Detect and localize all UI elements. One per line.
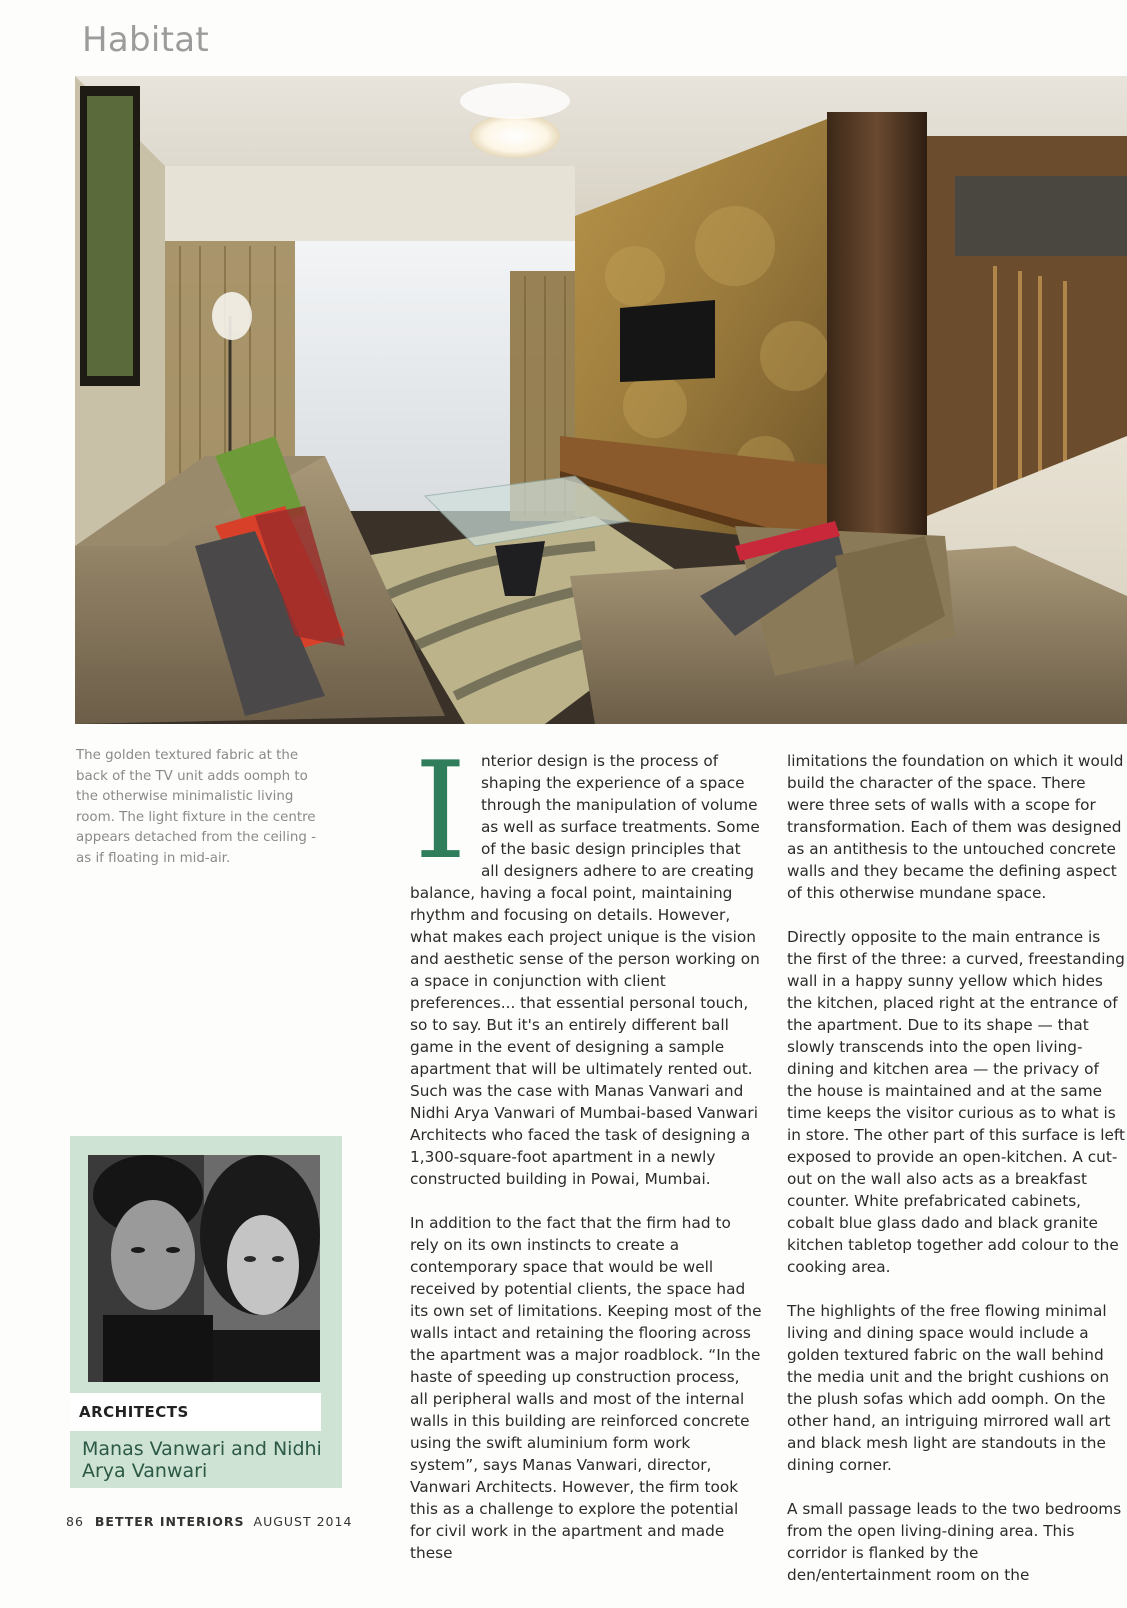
architects-label: ARCHITECTS [70, 1393, 321, 1431]
issue-date: AUGUST 2014 [253, 1514, 353, 1529]
article-paragraph: Directly opposite to the main entrance is the first of the three: a curved, freestanding wall in a happy sunny yellow which hides the kitchen, placed right at the entrance of the apartment. Due to its shape — that slowly transcends into the open living-dining and kitchen area — the privacy of the house is maintained and at the same time keeps the visitor curious as to what is in store. The other part of this surface is left exposed to provide an open-kitchen. A cut-out on the wall also acts as a breakfast counter. White prefabricated cabinets, cobalt blue glass dado and black granite kitchen tabletop together add colour to the cooking area. [787, 928, 1126, 1276]
article-paragraph: limitations the foundation on which it would build the character of the space. There were three sets of walls with a scope for transformation. Each of them was designed as an antithesis to the untouched concrete walls and they became the defining aspect of this otherwise mundane space. [787, 752, 1124, 902]
photo-caption: The golden textured fabric at the back of the TV unit adds oomph to the otherwise minimalistic living room. The light fixture in the centre appears detached from the ceiling -as if floating in mid-air. [76, 748, 316, 866]
article-paragraph [410, 733, 762, 1190]
article-paragraph-text: nterior design is the process of shaping the experience of a space through the manipulation of volume as well as surface treatments. Some of the basic design principles that all designers adhere to are creating balance, having a focal point, maintaining rhythm and focusing on details. However, what makes each project unique is the vision and aesthetic sense of the person working on a space in conjunction with client preferences... that essential personal touch, so to say. But it's an entirely different ball game in the event of designing a sample apartment that will be ultimately rented out. Such was the case with Manas Vanwari and Nidhi Arya Vanwari of Mumbai-based Vanwari Architects who faced the task of designing a 1,300-square-foot apartment in a newly constructed building in Powai, Mumbai. [410, 752, 760, 1188]
page-footer [66, 1514, 352, 1529]
article-paragraph: The highlights of the free flowing minimal living and dining space would include a golden textured fabric on the wall behind the media unit and the bright cushions on the plush sofas which add oomph. On the other hand, an intriguing mirrored wall art and black mesh light are standouts in the dining corner. [787, 1302, 1111, 1474]
architects-names: Manas Vanwari and Nidhi Arya Vanwari [82, 1438, 322, 1482]
magazine-name: BETTER INTERIORS [94, 1514, 245, 1529]
section-title: Habitat [82, 20, 210, 60]
article-column-2 [787, 750, 1127, 1608]
page-number: 86 [66, 1514, 84, 1529]
architects-portrait [88, 1155, 320, 1382]
article-paragraph: In addition to the fact that the firm had to rely on its own instincts to create a contemporary space that would be well received by potential clients, the space had its own set of limitations. Keeping most of the walls intact and retaining the flooring across the apartment was a major roadblock. “In the haste of speeding up construction process, all peripheral walls and most of the internal walls in this building are reinforced concrete using the swift aluminium form work system”, says Manas Vanwari, director, Vanwari Architects. However, the firm took this as a challenge to explore the potential for civil work in the apartment and made these [410, 1214, 762, 1562]
article-column-1 [410, 733, 762, 1586]
drop-cap: I [414, 733, 467, 889]
living-room-photo [75, 76, 1127, 724]
article-paragraph: A small passage leads to the two bedrooms from the open living-dining area. This corridor is flanked by the den/entertainment room on the [787, 1500, 1122, 1584]
